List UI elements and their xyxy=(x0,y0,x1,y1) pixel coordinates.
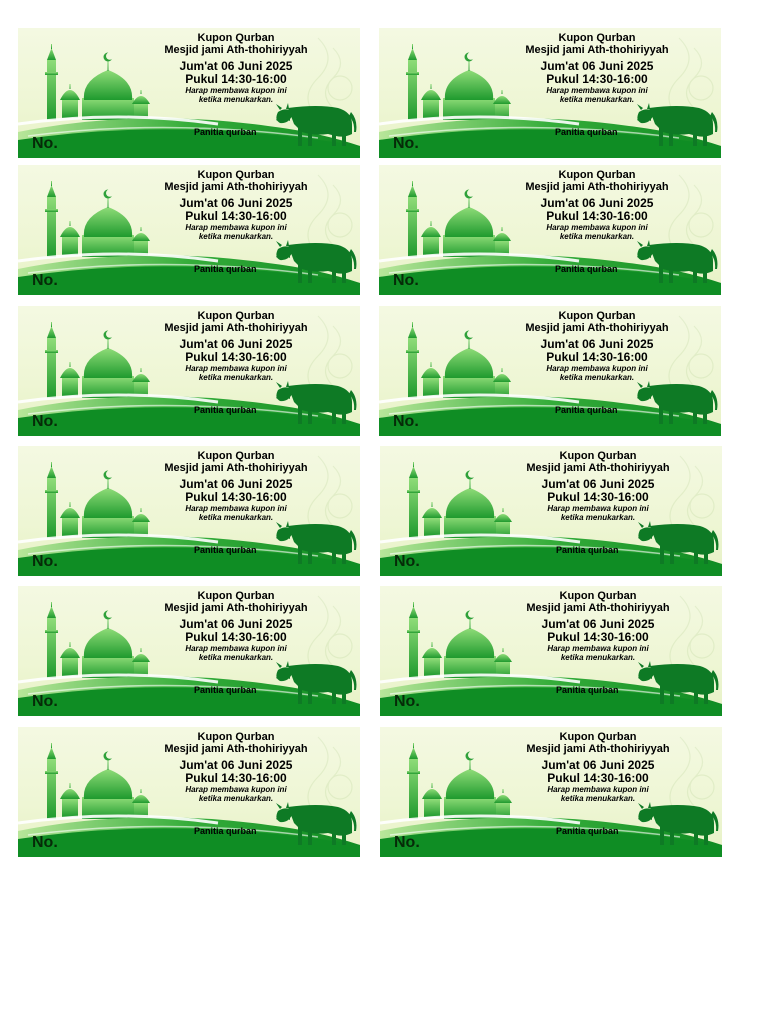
number-label: No. xyxy=(393,413,419,430)
note-line-1: Harap membawa kupon ini xyxy=(185,504,287,513)
committee-label: Panitia qurban xyxy=(194,127,257,137)
crescent-icon xyxy=(466,610,476,619)
event-date: Jum'at 06 Juni 2025 xyxy=(179,196,293,210)
event-time: Pukul 14:30-16:00 xyxy=(185,490,287,504)
mosque-icon xyxy=(45,462,150,538)
committee-label: Panitia qurban xyxy=(194,685,257,695)
number-label: No. xyxy=(32,272,58,289)
note-line-2: ketika menukarkan. xyxy=(198,373,274,382)
mosque-name: Mesjid jami Ath-thohiriyyah xyxy=(526,462,670,474)
mosque-name: Mesjid jami Ath-thohiriyyah xyxy=(164,743,308,755)
mosque-name: Mesjid jami Ath-thohiriyyah xyxy=(526,602,670,614)
event-date: Jum'at 06 Juni 2025 xyxy=(541,477,655,491)
coupon-card xyxy=(380,446,722,576)
coupon-title: Kupon Qurban xyxy=(559,731,637,743)
coupon-card xyxy=(18,727,360,857)
event-time: Pukul 14:30-16:00 xyxy=(546,72,648,86)
coupon-card xyxy=(18,28,360,158)
crescent-icon xyxy=(465,330,475,339)
committee-label: Panitia qurban xyxy=(194,826,257,836)
number-label: No. xyxy=(32,135,58,152)
mosque-name: Mesjid jami Ath-thohiriyyah xyxy=(525,322,669,334)
event-time: Pukul 14:30-16:00 xyxy=(185,630,287,644)
event-date: Jum'at 06 Juni 2025 xyxy=(541,758,655,772)
coupon-title: Kupon Qurban xyxy=(558,310,636,322)
mosque-icon xyxy=(406,322,511,398)
note-line-2: ketika menukarkan. xyxy=(198,513,274,522)
coupon-card xyxy=(379,306,721,436)
event-date: Jum'at 06 Juni 2025 xyxy=(540,196,654,210)
event-time: Pukul 14:30-16:00 xyxy=(547,630,649,644)
note-line-1: Harap membawa kupon ini xyxy=(547,785,649,794)
event-time: Pukul 14:30-16:00 xyxy=(185,209,287,223)
event-date: Jum'at 06 Juni 2025 xyxy=(540,59,654,73)
note-line-2: ketika menukarkan. xyxy=(198,794,274,803)
event-date: Jum'at 06 Juni 2025 xyxy=(179,758,293,772)
event-date: Jum'at 06 Juni 2025 xyxy=(179,59,293,73)
note-line-1: Harap membawa kupon ini xyxy=(546,86,648,95)
note-line-2: ketika menukarkan. xyxy=(560,794,636,803)
mosque-name: Mesjid jami Ath-thohiriyyah xyxy=(164,602,308,614)
committee-label: Panitia qurban xyxy=(556,545,619,555)
coupon-title: Kupon Qurban xyxy=(558,32,636,44)
coupon-title: Kupon Qurban xyxy=(197,310,275,322)
event-time: Pukul 14:30-16:00 xyxy=(185,350,287,364)
coupon-card xyxy=(380,727,722,857)
coupon-title: Kupon Qurban xyxy=(197,169,275,181)
crescent-icon xyxy=(104,610,114,619)
crescent-icon xyxy=(104,751,114,760)
committee-label: Panitia qurban xyxy=(194,264,257,274)
note-line-2: ketika menukarkan. xyxy=(559,232,635,241)
event-time: Pukul 14:30-16:00 xyxy=(546,209,648,223)
note-line-2: ketika menukarkan. xyxy=(559,373,635,382)
note-line-2: ketika menukarkan. xyxy=(198,653,274,662)
event-date: Jum'at 06 Juni 2025 xyxy=(179,477,293,491)
coupon-title: Kupon Qurban xyxy=(559,590,637,602)
coupon-title: Kupon Qurban xyxy=(197,590,275,602)
coupon-title: Kupon Qurban xyxy=(197,32,275,44)
number-label: No. xyxy=(32,693,58,710)
number-label: No. xyxy=(393,135,419,152)
mosque-icon xyxy=(45,602,150,678)
note-line-1: Harap membawa kupon ini xyxy=(547,644,649,653)
committee-label: Panitia qurban xyxy=(556,685,619,695)
note-line-1: Harap membawa kupon ini xyxy=(185,364,287,373)
note-line-1: Harap membawa kupon ini xyxy=(185,785,287,794)
mosque-icon xyxy=(45,322,150,398)
event-date: Jum'at 06 Juni 2025 xyxy=(179,617,293,631)
note-line-2: ketika menukarkan. xyxy=(198,232,274,241)
crescent-icon xyxy=(104,52,114,61)
committee-label: Panitia qurban xyxy=(555,405,618,415)
mosque-icon xyxy=(45,181,150,257)
coupon-card xyxy=(18,165,360,295)
number-label: No. xyxy=(394,553,420,570)
coupon-title: Kupon Qurban xyxy=(559,450,637,462)
event-date: Jum'at 06 Juni 2025 xyxy=(179,337,293,351)
crescent-icon xyxy=(466,470,476,479)
coupon-card xyxy=(379,165,721,295)
mosque-name: Mesjid jami Ath-thohiriyyah xyxy=(164,181,308,193)
mosque-name: Mesjid jami Ath-thohiriyyah xyxy=(164,44,308,56)
committee-label: Panitia qurban xyxy=(555,264,618,274)
committee-label: Panitia qurban xyxy=(556,826,619,836)
mosque-icon xyxy=(45,44,150,120)
event-time: Pukul 14:30-16:00 xyxy=(546,350,648,364)
note-line-1: Harap membawa kupon ini xyxy=(547,504,649,513)
coupon-card xyxy=(18,586,360,716)
number-label: No. xyxy=(393,272,419,289)
event-time: Pukul 14:30-16:00 xyxy=(547,771,649,785)
event-time: Pukul 14:30-16:00 xyxy=(185,72,287,86)
mosque-icon xyxy=(45,743,150,819)
mosque-name: Mesjid jami Ath-thohiriyyah xyxy=(164,462,308,474)
crescent-icon xyxy=(466,751,476,760)
committee-label: Panitia qurban xyxy=(194,545,257,555)
mosque-icon xyxy=(407,462,512,538)
coupon-card xyxy=(18,306,360,436)
note-line-1: Harap membawa kupon ini xyxy=(185,223,287,232)
number-label: No. xyxy=(32,413,58,430)
mosque-icon xyxy=(407,743,512,819)
note-line-2: ketika menukarkan. xyxy=(560,513,636,522)
crescent-icon xyxy=(104,470,114,479)
coupon-title: Kupon Qurban xyxy=(197,450,275,462)
coupon-title: Kupon Qurban xyxy=(197,731,275,743)
committee-label: Panitia qurban xyxy=(555,127,618,137)
note-line-1: Harap membawa kupon ini xyxy=(185,86,287,95)
number-label: No. xyxy=(394,693,420,710)
event-date: Jum'at 06 Juni 2025 xyxy=(541,617,655,631)
mosque-name: Mesjid jami Ath-thohiriyyah xyxy=(525,181,669,193)
coupon-card xyxy=(18,446,360,576)
event-time: Pukul 14:30-16:00 xyxy=(547,490,649,504)
note-line-2: ketika menukarkan. xyxy=(198,95,274,104)
note-line-1: Harap membawa kupon ini xyxy=(185,644,287,653)
mosque-name: Mesjid jami Ath-thohiriyyah xyxy=(164,322,308,334)
committee-label: Panitia qurban xyxy=(194,405,257,415)
mosque-icon xyxy=(406,44,511,120)
event-time: Pukul 14:30-16:00 xyxy=(185,771,287,785)
mosque-icon xyxy=(406,181,511,257)
number-label: No. xyxy=(32,834,58,851)
mosque-name: Mesjid jami Ath-thohiriyyah xyxy=(525,44,669,56)
note-line-1: Harap membawa kupon ini xyxy=(546,364,648,373)
mosque-icon xyxy=(407,602,512,678)
crescent-icon xyxy=(465,52,475,61)
mosque-name: Mesjid jami Ath-thohiriyyah xyxy=(526,743,670,755)
number-label: No. xyxy=(394,834,420,851)
number-label: No. xyxy=(32,553,58,570)
coupon-card xyxy=(379,28,721,158)
coupon-title: Kupon Qurban xyxy=(558,169,636,181)
note-line-2: ketika menukarkan. xyxy=(560,653,636,662)
note-line-2: ketika menukarkan. xyxy=(559,95,635,104)
coupon-card xyxy=(380,586,722,716)
crescent-icon xyxy=(465,189,475,198)
note-line-1: Harap membawa kupon ini xyxy=(546,223,648,232)
event-date: Jum'at 06 Juni 2025 xyxy=(540,337,654,351)
crescent-icon xyxy=(104,330,114,339)
crescent-icon xyxy=(104,189,114,198)
